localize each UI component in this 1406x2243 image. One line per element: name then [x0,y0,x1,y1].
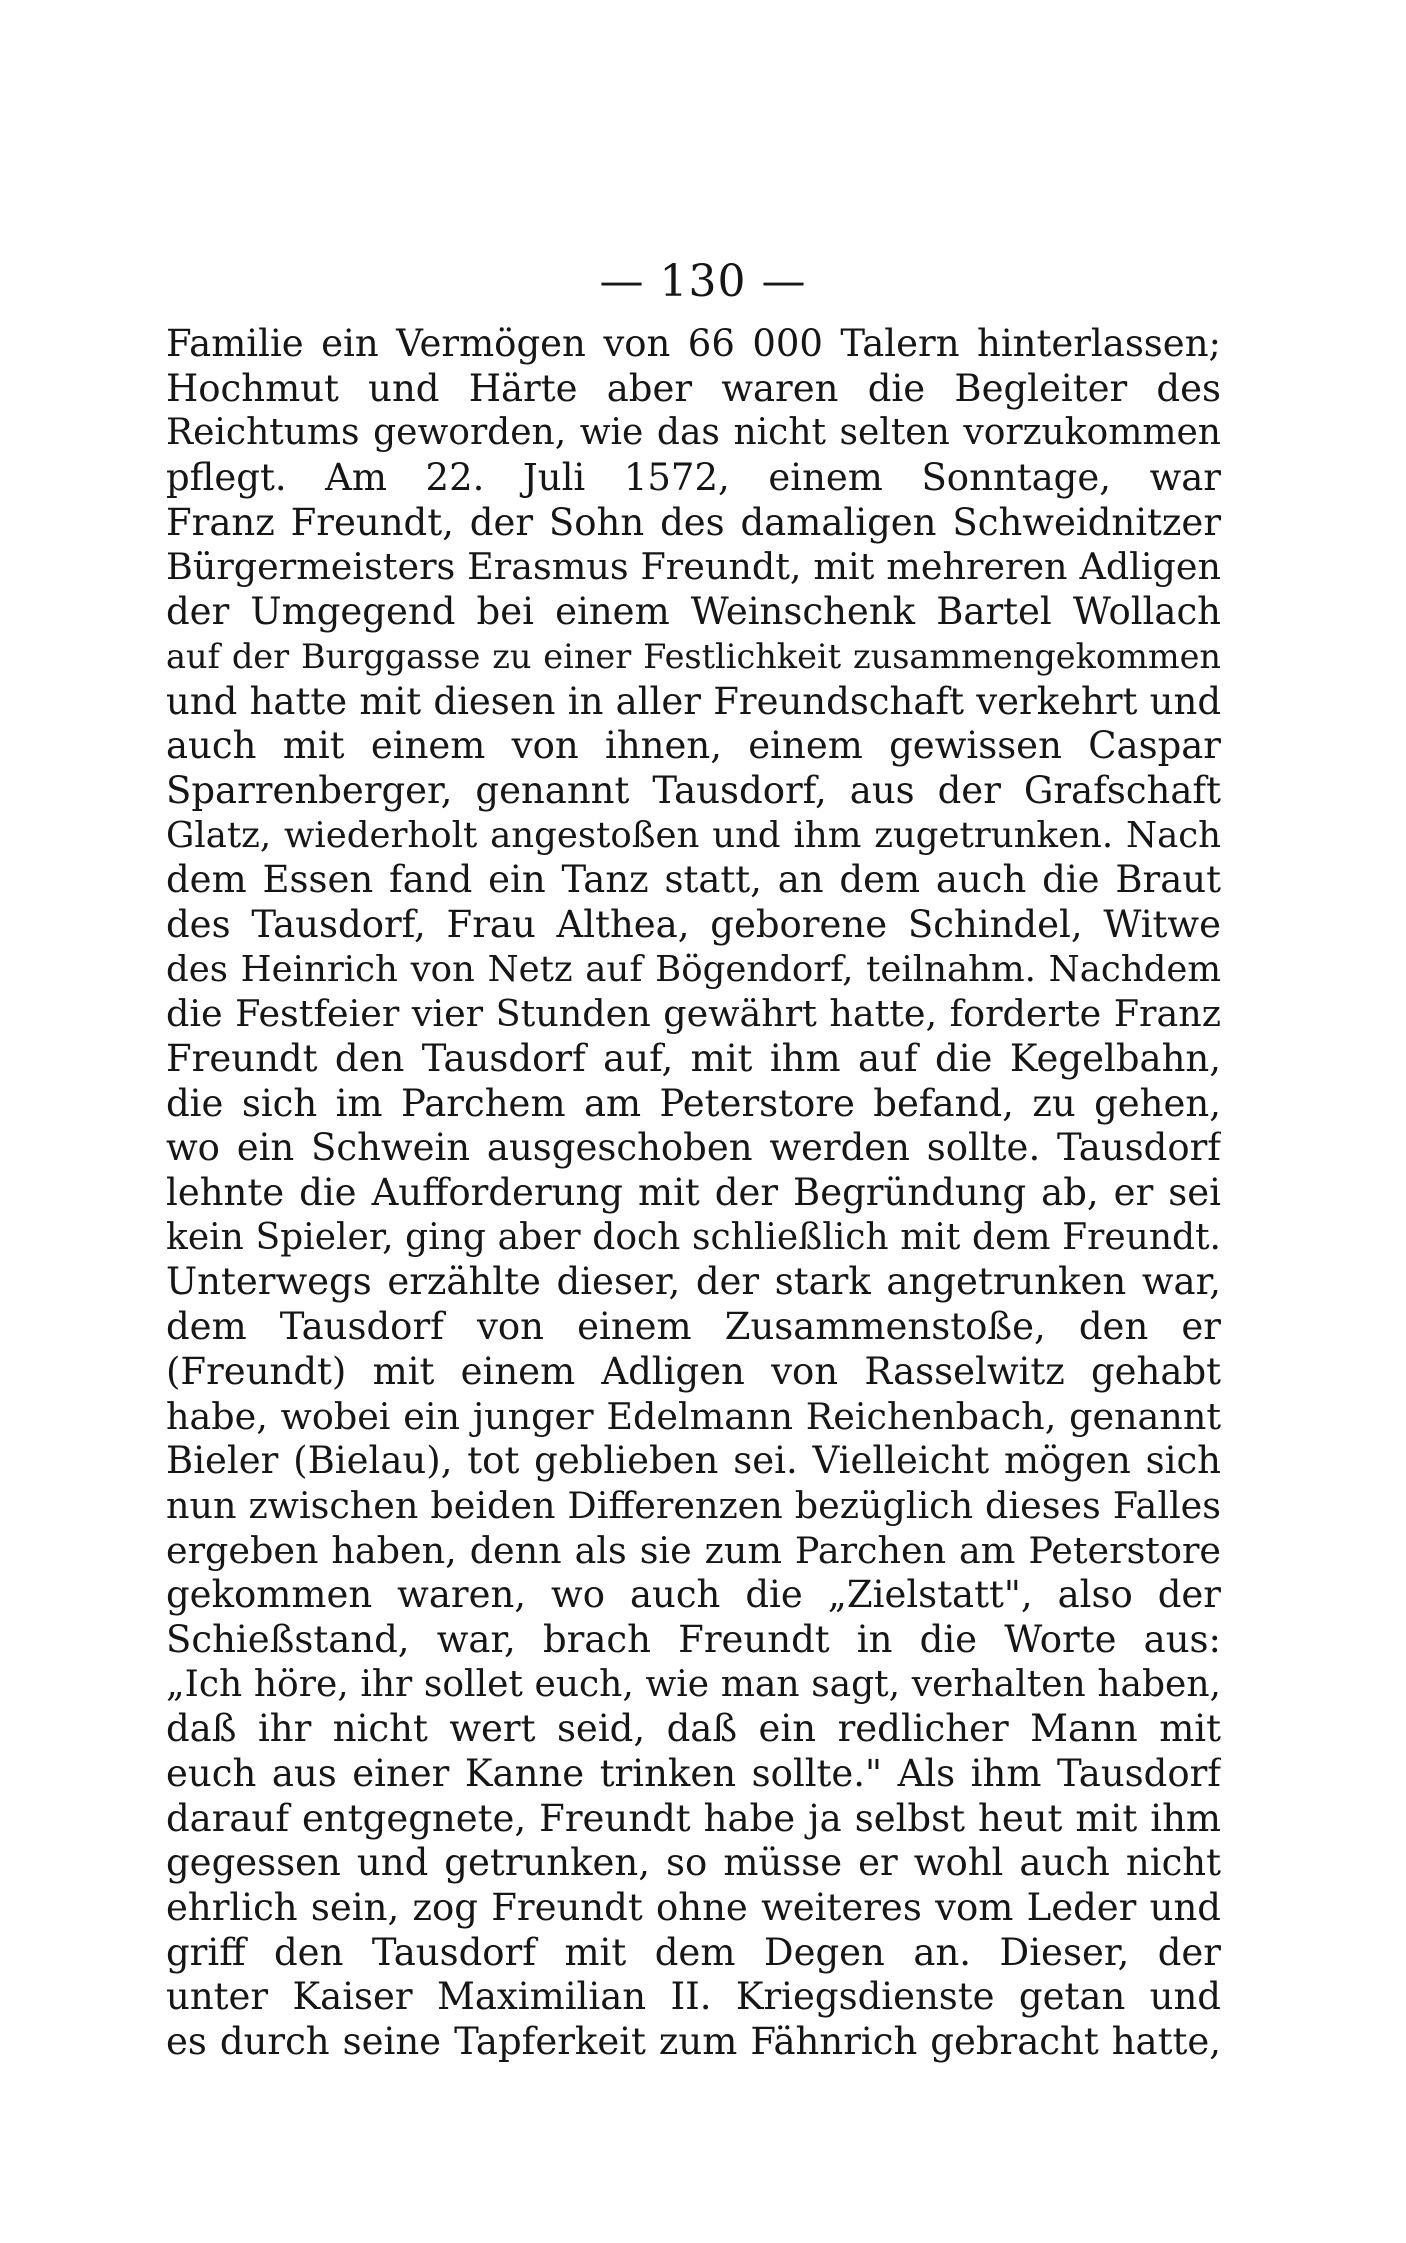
text-line: Hochmut und Härte aber waren die Begleiter des [166,366,1221,410]
text-line: Bürgermeisters Erasmus Freundt, mit mehreren Adligen [166,545,1221,589]
text-line: Freundt den Tausdorf auf, mit ihm auf die Kegelbahn, [166,1037,1221,1080]
text-line: gegessen und getrunken, so müsse er wohl auch nicht [166,1841,1221,1885]
text-line: der Umgegend bei einem Weinschenk Bartel Wollach [166,590,1221,634]
text-line: kein Spieler, ging aber doch schließlich mit dem Freundt. [166,1216,1221,1258]
text-line: die sich im Parchem am Peterstore befand, zu gehen, [166,1081,1221,1125]
text-line: Unterwegs erzählte dieser, der stark angetrunken war, [166,1260,1221,1304]
text-line: und hatte mit diesen in aller Freundschaft verkehrt und [166,679,1221,723]
text-line: gekommen waren, wo auch die „Zielstatt", also der [166,1573,1221,1617]
text-line: „Ich höre, ihr sollet euch, wie man sagt, verhalten haben, [166,1663,1221,1705]
text-line: wo ein Schwein ausgeschoben werden sollte. Tausdorf [166,1126,1221,1170]
text-line: habe, wobei ein junger Edelmann Reichenbach, genannt [166,1394,1221,1438]
text-line: (Freundt) mit einem Adligen von Rasselwitz gehabt [166,1349,1221,1393]
text-line: unter Kaiser Maximilian II. Kriegsdienste getan und [166,1975,1221,2019]
text-line: Schießstand, war, brach Freundt in die Worte aus: [166,1617,1221,1661]
text-line: daß ihr nicht wert seid, daß ein redlicher Mann mit [166,1707,1221,1751]
text-line: ergeben haben, denn als sie zum Parchen am Peterstore [166,1528,1221,1572]
text-line: lehnte die Aufforderung mit der Begründung ab, er sei [166,1171,1221,1215]
page-number: — 130 — [599,256,807,307]
text-line: dem Essen fand ein Tanz statt, an dem auch die Braut [166,858,1221,902]
text-line: es durch seine Tapferkeit zum Fähnrich gebracht hatte, [166,2020,1221,2064]
text-line: ehrlich sein, zog Freundt ohne weiteres vom Leder und [166,1886,1221,1930]
text-line: Sparrenberger, genannt Tausdorf, aus der Grafschaft [166,768,1221,812]
text-line: die Festfeier vier Stunden gewährt hatte, forderte Franz [166,992,1221,1036]
text-line: griff den Tausdorf mit dem Degen an. Dieser, der [166,1930,1221,1974]
text-line: Franz Freundt, der Sohn des damaligen Schweidnitzer [166,500,1221,544]
text-line: des Heinrich von Netz auf Bögendorf, teilnahm. Nachdem [166,948,1221,990]
text-line: des Tausdorf, Frau Althea, geborene Schindel, Witwe [166,902,1221,946]
body-text [166,322,1221,2065]
text-line: dem Tausdorf von einem Zusammenstoße, den er [166,1305,1221,1349]
text-line: pflegt. Am 22. Juli 1572, einem Sonntage, war [166,456,1221,500]
text-line: auf der Burggasse zu einer Festlichkeit zusammengekommen [166,636,1221,676]
text-line: Bieler (Bielau), tot geblieben sei. Vielleicht mögen sich [166,1439,1221,1483]
text-line: Glatz, wiederholt angestoßen und ihm zugetrunken. Nach [166,814,1221,856]
text-line: Familie ein Vermögen von 66 000 Talern hinterlassen; [166,322,1221,365]
text-line: euch aus einer Kanne trinken sollte." Als ihm Tausdorf [166,1752,1221,1795]
text-line: auch mit einem von ihnen, einem gewissen Caspar [166,724,1221,768]
text-line: darauf entgegnete, Freundt habe ja selbst heut mit ihm [166,1796,1221,1840]
text-line: Reichtums geworden, wie das nicht selten vorzukommen [166,412,1221,454]
text-line: nun zwischen beiden Differenzen bezüglich dieses Falles [166,1483,1221,1527]
